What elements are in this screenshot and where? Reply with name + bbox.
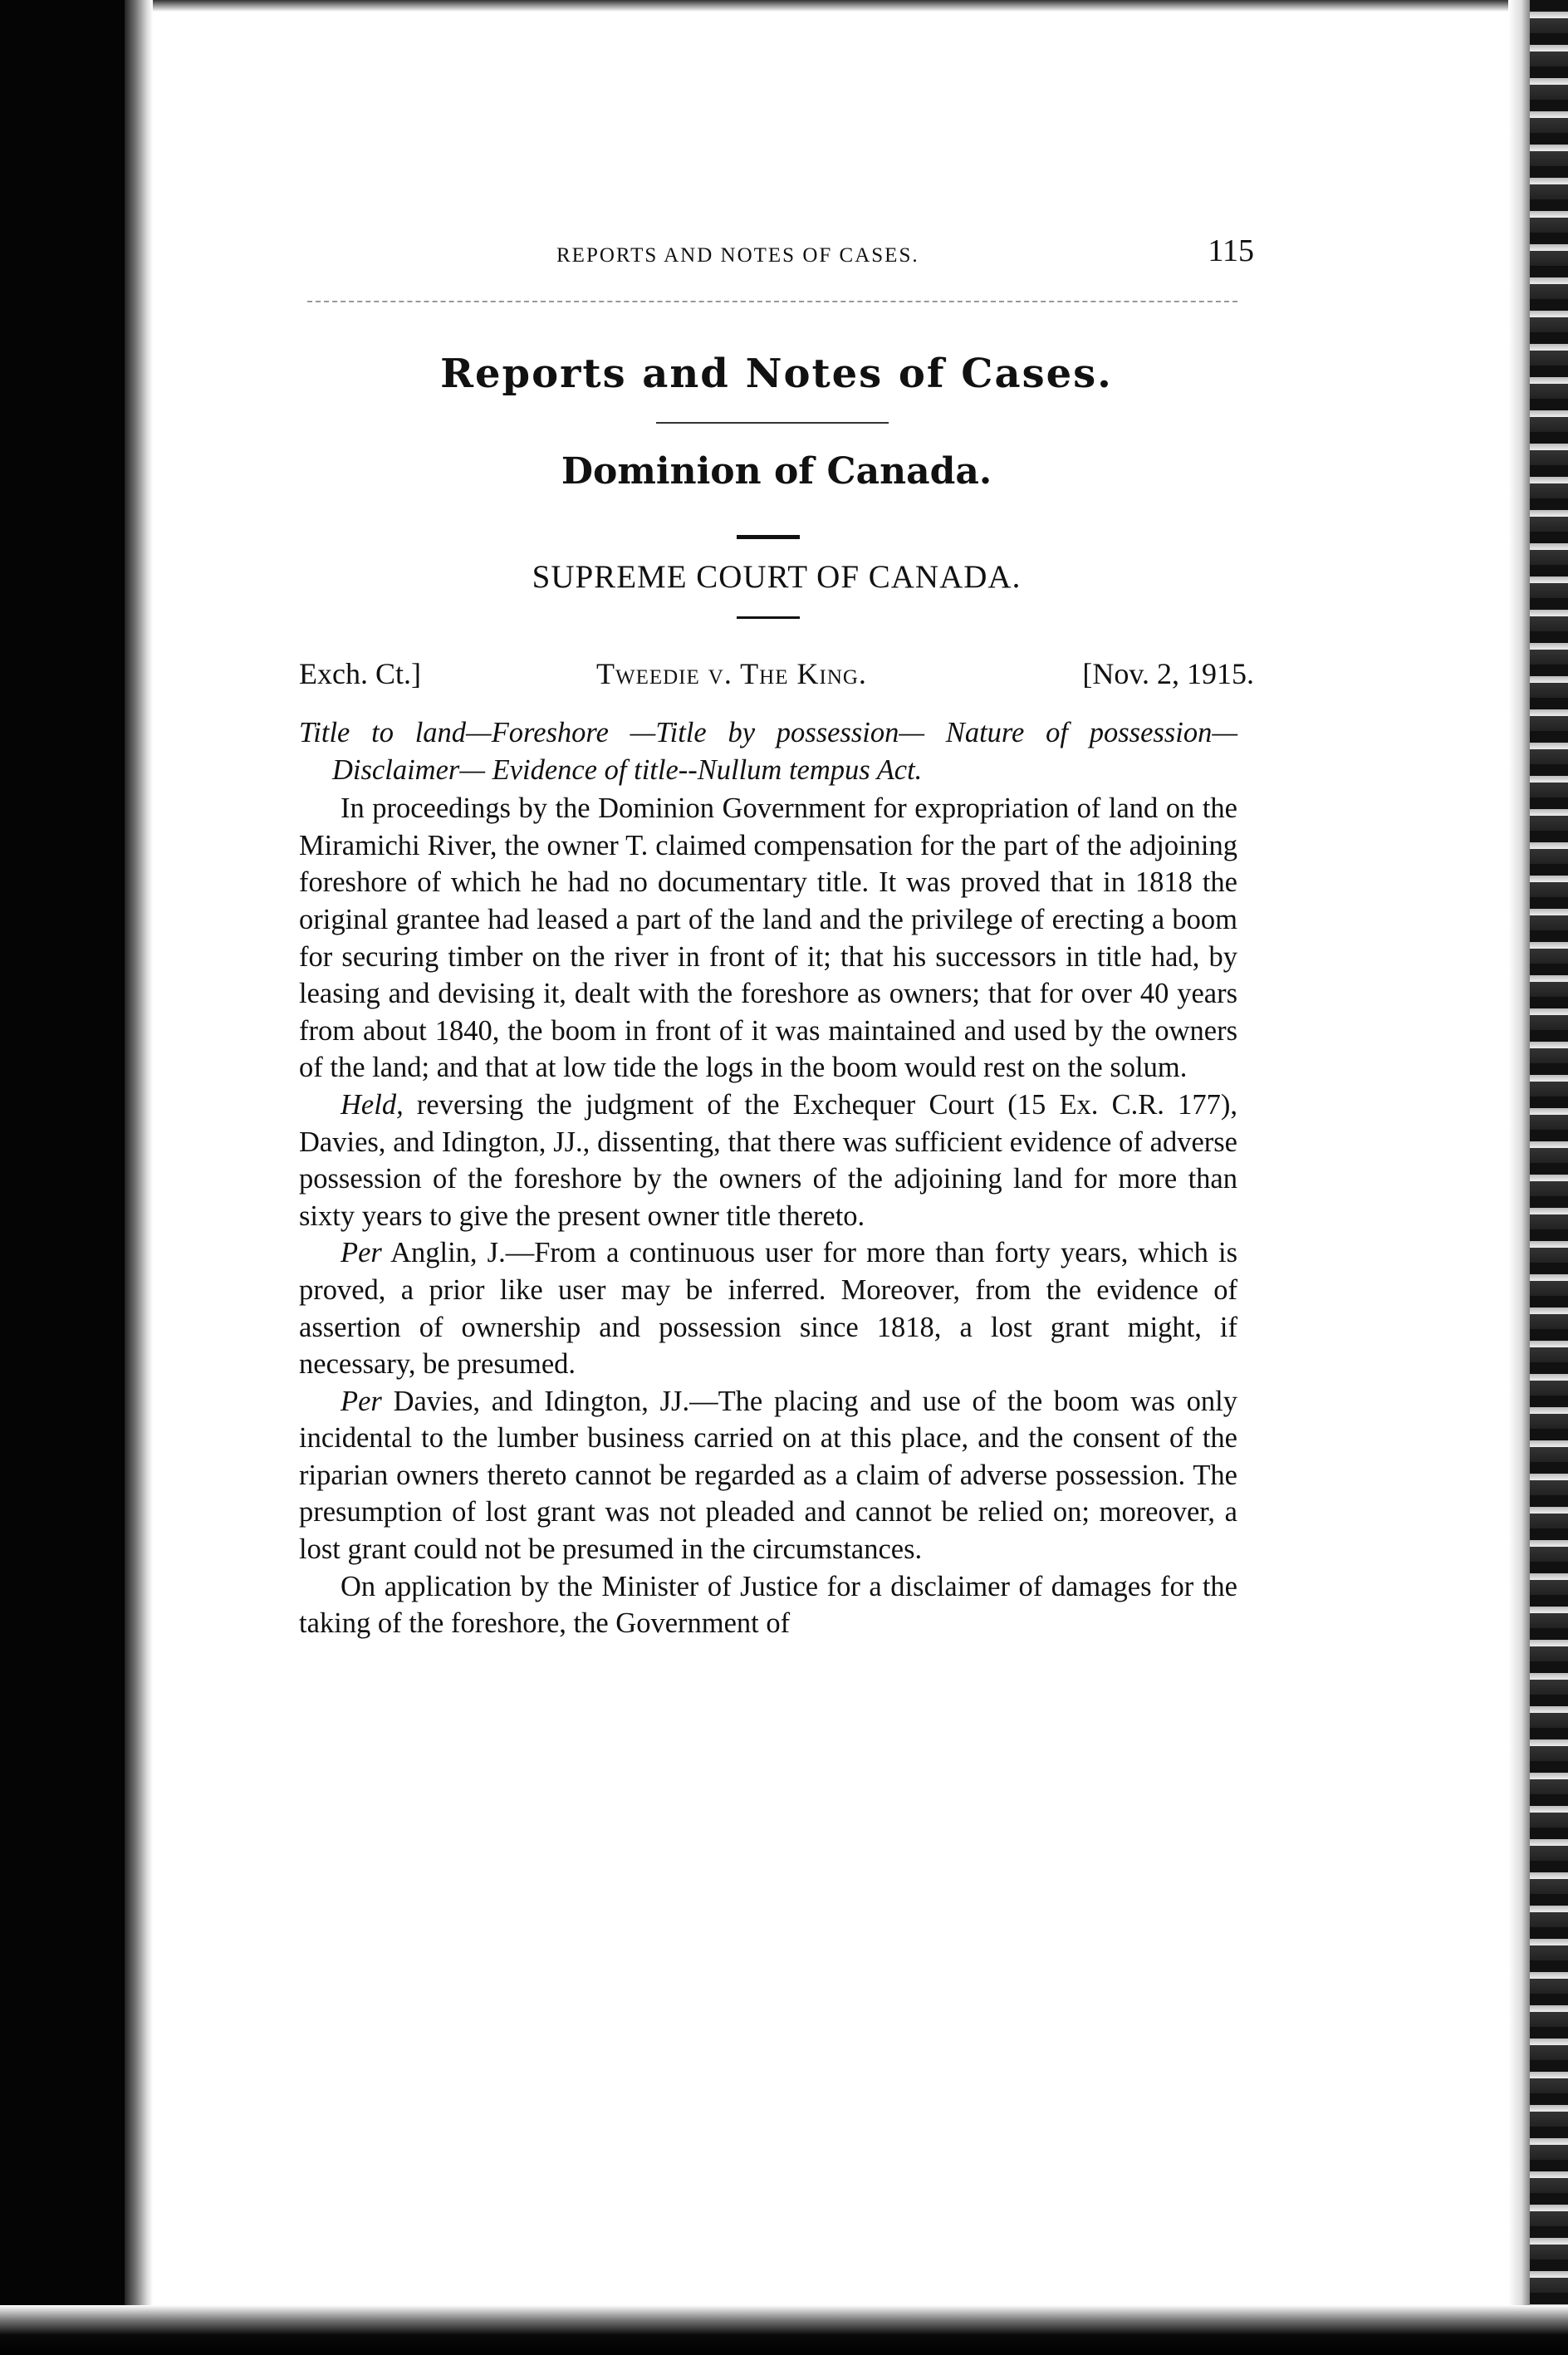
heading-rule bbox=[656, 422, 889, 424]
paragraph bbox=[299, 1087, 1237, 1234]
paragraph bbox=[299, 1234, 1237, 1382]
paragraph-text: On application by the Minister of Justice for a disclaimer of damages for the taking of the foreshore, the Government of bbox=[299, 1570, 1237, 1640]
catchwords: Title to land—Foreshore —Title by possession— Nature of possession—Disclaimer— Evidence of title--Nullum tempus Act. bbox=[299, 717, 1237, 786]
scan-edge-right-shadow bbox=[1508, 0, 1530, 2355]
scan-edge-left-shadow bbox=[125, 0, 153, 2355]
running-head bbox=[299, 233, 1254, 282]
case-name: Tweedie v. The King. bbox=[596, 657, 867, 690]
court-heading: SUPREME COURT OF CANADA. bbox=[532, 559, 1022, 595]
paragraph-lead: Held, bbox=[341, 1088, 404, 1121]
case-court: Exch. Ct.] bbox=[299, 657, 421, 690]
header-rule bbox=[307, 301, 1237, 302]
scan-edge-bottom bbox=[0, 2305, 1568, 2355]
paragraph-text: Anglin, J.—From a continuous user for more than forty years, which is proved, a prior like user may be inferred. Moreover, from the evidence of assertion of ownership and possession since 1818, a lost grant might, if necessary, be presumed. bbox=[299, 1237, 1237, 1381]
paragraph-lead: Per bbox=[341, 1385, 382, 1417]
case-date: [Nov. 2, 1915. bbox=[1082, 657, 1254, 690]
page-number: 115 bbox=[1208, 233, 1254, 268]
paragraph-text: Davies, and Idington, JJ.—The placing and use of the boom was only incidental to the lumber business carried on at this place, and the consent of the riparian owners thereto cannot be regarded as a claim of adverse possession. The presumption of lost grant was not pleaded and cannot be relied on; moreover, a lost grant could not be presumed in the circumstances. bbox=[299, 1385, 1237, 1566]
paragraph bbox=[299, 1383, 1237, 1568]
short-rule bbox=[737, 616, 800, 619]
scan-edge-top bbox=[0, 0, 1568, 12]
section-heading: Reports and Notes of Cases. bbox=[440, 351, 1113, 397]
case-body bbox=[299, 714, 1237, 1642]
scan-edge-left bbox=[0, 0, 125, 2355]
document-page bbox=[299, 233, 1254, 1640]
paragraph-lead: Per bbox=[341, 1237, 382, 1269]
paragraph bbox=[299, 790, 1237, 1087]
running-title: REPORTS AND NOTES OF CASES. bbox=[556, 244, 919, 267]
scan-edge-right bbox=[1530, 0, 1568, 2355]
paragraph-text: reversing the judgment of the Exchequer Court (15 Ex. C.R. 177), Davies, and Idington, JJ., dissenting, that there was sufficient evidence of adverse possession of the foreshore by the owners of the adjoining land for more than sixty years to give the present owner title thereto. bbox=[299, 1088, 1237, 1232]
paragraph-text: In proceedings by the Dominion Government for expropriation of land on the Miramichi River, the owner T. claimed compensation for the part of the adjoining foreshore of which he had no documentary title. It was proved that in 1818 the original grantee had leased a part of the land and the privilege of erecting a boom for securing timber on the river in front of it; that his successors in title had, by leasing and devising it, dealt with the foreshore as owners; that for over 40 years from about 1840, the boom in front of it was maintained and used by the owners of the land; and that at low tide the logs in the boom would rest on the solum. bbox=[299, 792, 1237, 1084]
short-rule bbox=[737, 535, 800, 539]
paragraph bbox=[299, 1568, 1237, 1642]
jurisdiction-heading: Dominion of Canada. bbox=[561, 450, 992, 493]
